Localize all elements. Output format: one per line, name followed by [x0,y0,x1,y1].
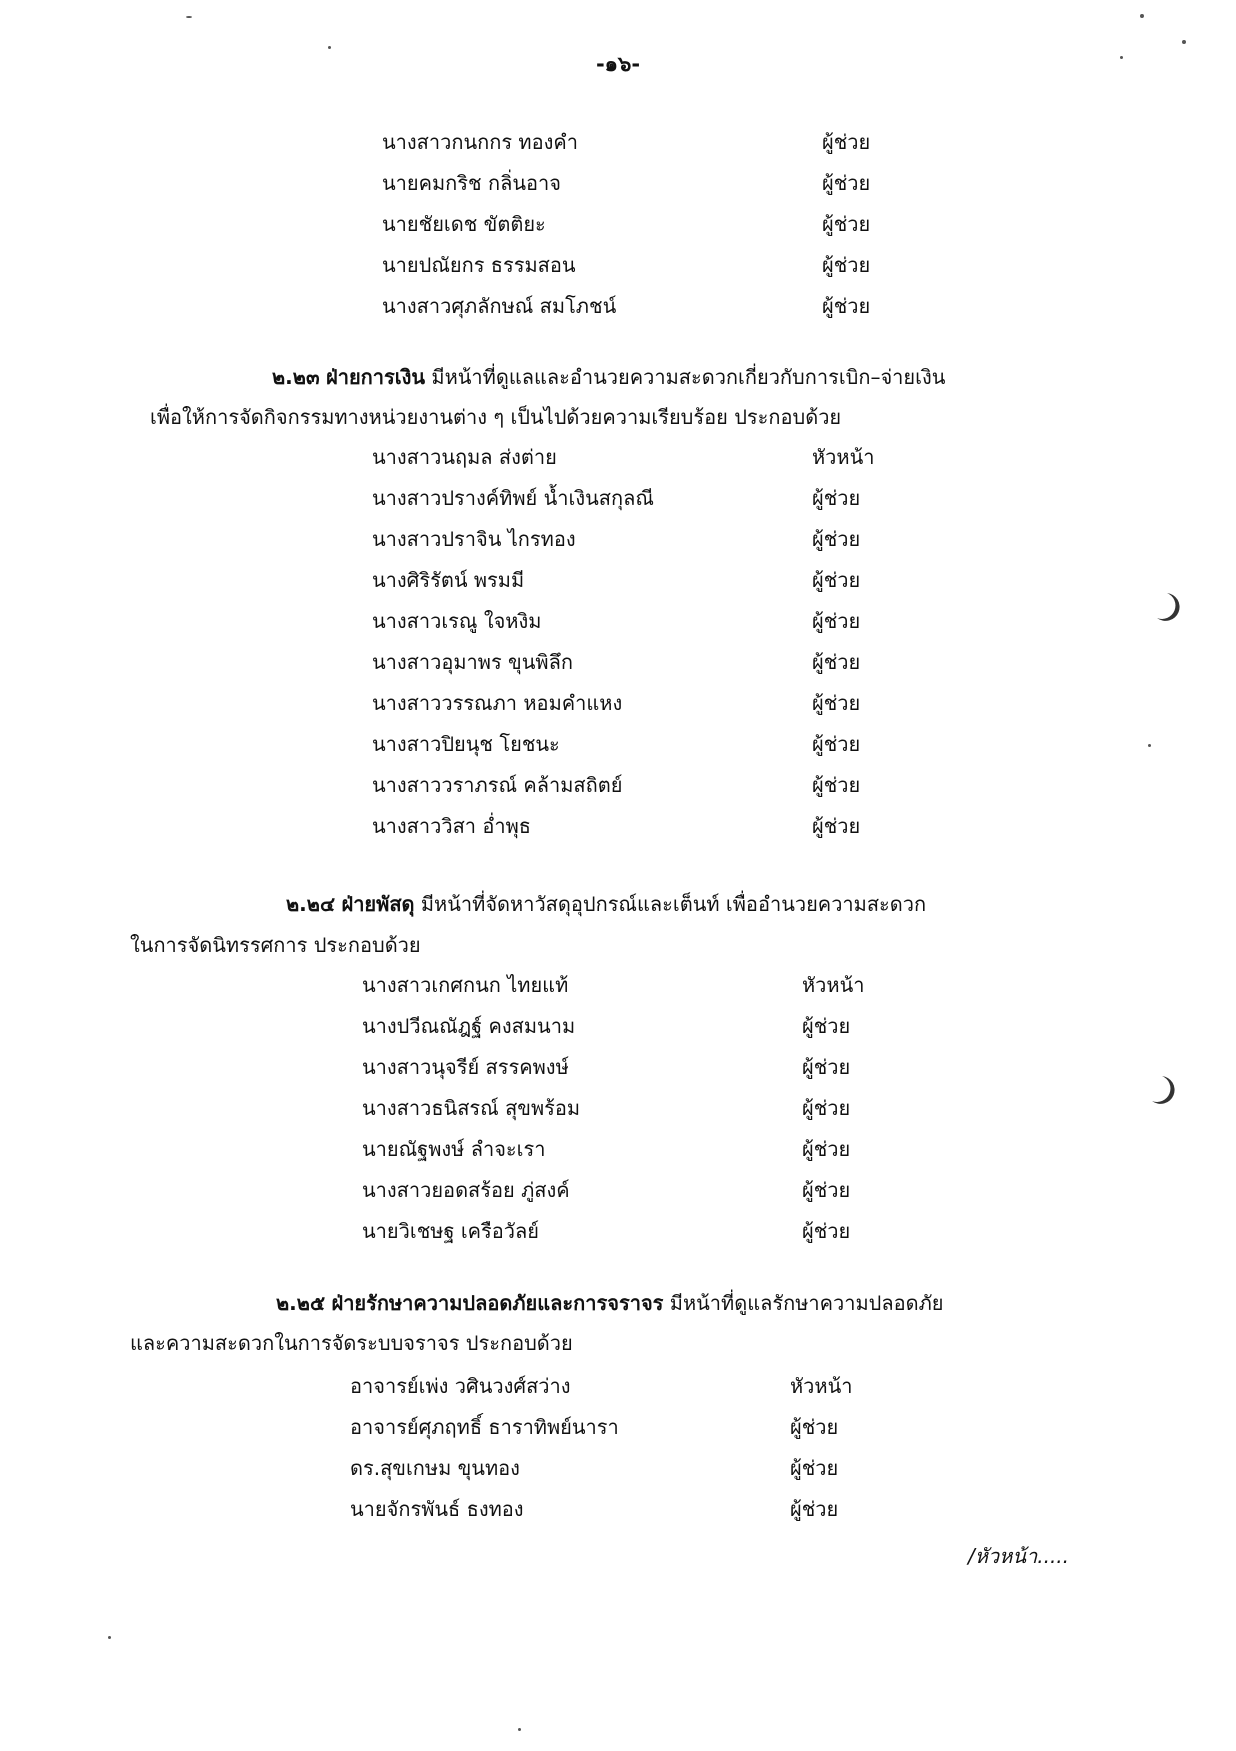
member-name: นายณัฐพงษ์ ลำจะเรา [362,1137,546,1161]
continuation-marker: /หัวหน้า..... [968,1544,1070,1568]
member-role: ผู้ช่วย [802,1137,851,1161]
scan-speck [186,16,192,18]
member-name: นางปวีณณัฎฐ์ คงสมนาม [362,1014,576,1038]
member-role: ผู้ช่วย [812,650,861,674]
member-name: อาจารย์ศุภฤทธิ์ ธาราทิพย์นารา [350,1415,619,1439]
section-description-continued: เพื่อให้การจัดกิจกรรมทางหน่วยงานต่าง ๆ เป็นไปด้วยความเรียบร้อย ประกอบด้วย [150,405,842,429]
member-name: นางสาวศุภลักษณ์ สมโภชน์ [382,294,617,318]
section-number: ๒.๒๕ [276,1291,326,1315]
member-role: ผู้ช่วย [822,171,871,195]
member-name: นางสาวนฤมล ส่งต่าย [372,445,557,469]
section-heading-finance [272,357,945,397]
member-role: ผู้ช่วย [822,212,871,236]
member-role: หัวหน้า [812,445,875,469]
section-number: ๒.๒๔ [286,892,336,916]
member-name: นายจักรพันธ์ ธงทอง [350,1497,524,1521]
scan-speck [1120,56,1123,59]
member-name: นายชัยเดช ขัตติยะ [382,212,546,236]
member-name: นางสาวเรณู ใจหงิม [372,609,542,633]
member-role: ผู้ช่วย [812,732,861,756]
member-role: ผู้ช่วย [822,130,871,154]
section-description: มีหน้าที่ดูแลและอำนวยความสะดวกเกี่ยวกับการเบิก–จ่ายเงิน [431,365,946,389]
member-name: ดร.สุขเกษม ขุนทอง [350,1456,520,1480]
member-role: ผู้ช่วย [812,568,861,592]
scan-speck [108,1636,111,1639]
section-description-continued: ในการจัดนิทรรศการ ประกอบด้วย [130,933,421,957]
member-name: นางสาววราภรณ์ คล้ามสถิตย์ [372,773,623,797]
member-role: ผู้ช่วย [790,1497,839,1521]
section-number: ๒.๒๓ [272,365,320,389]
section-description: มีหน้าที่ดูแลรักษาความปลอดภัย [669,1291,944,1315]
member-name: นางสาวปิยนุช โยชนะ [372,732,560,756]
scan-speck [1182,40,1186,44]
member-name: นางสาวนุจรีย์ สรรคพงษ์ [362,1055,569,1079]
member-name: นางสาววรรณภา หอมคำแหง [372,691,623,715]
section-heading-security [276,1283,944,1323]
scan-speck [518,1728,521,1731]
member-name: นางสาวยอดสร้อย ภู่สงค์ [362,1178,570,1202]
member-role: ผู้ช่วย [822,253,871,277]
scan-speck [328,46,331,49]
section-description-continued: และความสะดวกในการจัดระบบจราจร ประกอบด้วย [130,1331,573,1355]
crescent-mark-icon [1148,1073,1182,1107]
member-role: ผู้ช่วย [812,691,861,715]
member-name: อาจารย์เพ่ง วศินวงศ์สว่าง [350,1374,571,1398]
member-role: ผู้ช่วย [802,1178,851,1202]
member-role: ผู้ช่วย [802,1219,851,1243]
member-name: นางสาวปราจิน ไกรทอง [372,527,576,551]
member-name: นายคมกริช กลิ่นอาจ [382,171,561,195]
page-number: -๑๖- [595,52,641,76]
member-name: นางสาวปรางค์ทิพย์ น้ำเงินสกุลณี [372,486,654,510]
member-role: ผู้ช่วย [812,773,861,797]
scan-speck [1140,14,1144,18]
member-role: ผู้ช่วย [790,1415,839,1439]
member-role: หัวหน้า [802,973,865,997]
member-name: นายปณัยกร ธรรมสอน [382,253,576,277]
member-role: ผู้ช่วย [812,527,861,551]
section-heading-supplies [286,884,926,924]
member-role: ผู้ช่วย [802,1096,851,1120]
member-role: ผู้ช่วย [802,1014,851,1038]
member-name: นางสาวกนกกร ทองคำ [382,130,579,154]
member-role: ผู้ช่วย [802,1055,851,1079]
section-title: ฝ่ายรักษาความปลอดภัยและการจราจร [331,1291,664,1315]
member-role: ผู้ช่วย [812,814,861,838]
member-role: ผู้ช่วย [790,1456,839,1480]
member-name: นางสาวธนิสรณ์ สุขพร้อม [362,1096,581,1120]
section-title: ฝ่ายพัสดุ [341,892,415,916]
member-name: นายวิเชษฐ เครือวัลย์ [362,1219,540,1243]
scan-speck [1148,744,1151,747]
section-description: มีหน้าที่จัดหาวัสดุอุปกรณ์และเต็นท์ เพื่ออำนวยความสะดวก [420,892,927,916]
member-name: นางสาวเกศกนก ไทยแท้ [362,973,569,997]
member-name: นางศิริรัตน์ พรมมี [372,568,525,592]
member-role: ผู้ช่วย [822,294,871,318]
member-role: หัวหน้า [790,1374,853,1398]
member-role: ผู้ช่วย [812,609,861,633]
member-name: นางสาววิสา อ่ำพุธ [372,814,531,838]
member-name: นางสาวอุมาพร ขุนพิลึก [372,650,573,674]
section-title: ฝ่ายการเงิน [326,365,426,389]
member-role: ผู้ช่วย [812,486,861,510]
crescent-mark-icon [1153,590,1187,624]
